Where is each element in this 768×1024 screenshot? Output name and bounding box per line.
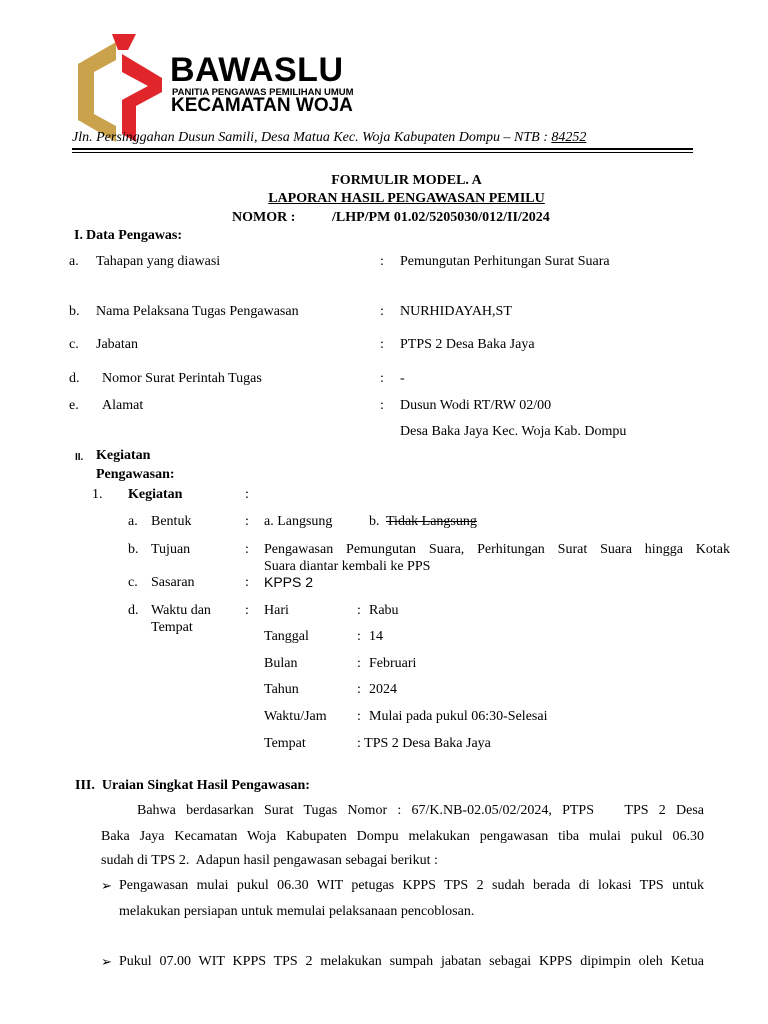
row-value: - (400, 371, 405, 386)
section1-number: I. (74, 228, 83, 243)
detail-colon: : (357, 709, 361, 724)
form-nomor-label: NOMOR : (232, 210, 296, 225)
sasaran-letter: c. (128, 575, 138, 590)
waktu-colon: : (245, 603, 249, 618)
tujuan-value-line2: Suara diantar kembali ke PPS (264, 559, 431, 574)
bentuk-option-tidak-langsung: Tidak Langsung (386, 514, 477, 529)
section1-heading: Data Pengawas: (86, 228, 183, 243)
address-postcode: 84252 (551, 130, 587, 145)
form-title: LAPORAN HASIL PENGAWASAN PEMILU (268, 191, 545, 206)
list-item-text: Pengawasan mulai pukul 06.30 WIT petugas KPPS TPS 2 sudah berada di lokasi TPS untuk (119, 878, 704, 893)
row-label: Nomor Surat Perintah Tugas (102, 371, 262, 386)
paragraph-line: Baka Jaya Kecamatan Woja Kabupaten Dompu melakukan pengawasan tiba mulai pukul 06.30 (101, 829, 704, 844)
row-label: Tahapan yang diawasi (96, 254, 221, 269)
detail-label: Tahun (264, 682, 299, 697)
row-colon: : (380, 254, 384, 269)
sasaran-colon: : (245, 575, 249, 590)
list-item-text-line2: melakukan persiapan untuk memulai pelaksanaan pencoblosan. (119, 904, 475, 919)
paragraph-line: sudah di TPS 2. Adapun hasil pengawasan sebagai berikut : (101, 853, 438, 868)
list-item-text: Pukul 07.00 WIT KPPS TPS 2 melakukan sumpah jabatan sebagai KPPS dipimpin oleh Ketua (119, 954, 704, 969)
tujuan-letter: b. (128, 542, 139, 557)
bawaslu-logo-icon (72, 34, 168, 144)
bentuk-option-tidak-prefix: b. (369, 514, 380, 529)
detail-label: Tempat (264, 736, 306, 751)
row-value: NURHIDAYAH,ST (400, 304, 512, 319)
bentuk-option-langsung: a. Langsung (264, 514, 333, 529)
logo-subtitle: PANITIA PENGAWAS PEMILIHAN UMUM (172, 87, 354, 98)
row-value: Dusun Wodi RT/RW 02/00 (400, 398, 552, 413)
logo-region: KECAMATAN WOJA (171, 95, 353, 116)
row-colon: : (380, 337, 384, 352)
bullet-arrow-icon: ➢ (101, 955, 112, 970)
detail-value: Februari (369, 656, 417, 671)
detail-label: Tanggal (264, 629, 309, 644)
detail-label: Waktu/Jam (264, 709, 327, 724)
row-colon: : (380, 304, 384, 319)
sasaran-label: Sasaran (151, 575, 195, 590)
section2-number: II. (75, 452, 84, 463)
detail-value: Rabu (369, 603, 399, 618)
kegiatan-label: Kegiatan (128, 487, 183, 502)
row-letter: a. (69, 254, 79, 269)
row-letter: e. (69, 398, 79, 413)
address-text: Jln. Persinggahan Dusun Samili, Desa Matua Kec. Woja Kabupaten Dompu – NTB : (72, 130, 552, 145)
row-value: Pemungutan Perhitungan Surat Suara (400, 254, 610, 269)
row-value: PTPS 2 Desa Baka Jaya (400, 337, 535, 352)
row-label: Alamat (102, 398, 144, 413)
header-rule-thick (72, 148, 693, 150)
detail-label: Hari (264, 603, 289, 618)
kegiatan-number: 1. (92, 487, 103, 502)
detail-value: 14 (369, 629, 383, 644)
detail-colon: : (357, 682, 361, 697)
tujuan-label: Tujuan (151, 542, 191, 557)
form-nomor-value: /LHP/PM 01.02/5205030/012/II/2024 (332, 210, 550, 225)
detail-value: Mulai pada pukul 06:30-Selesai (369, 709, 548, 724)
section2-heading-line2: Pengawasan: (96, 467, 175, 482)
row-colon: : (380, 398, 384, 413)
row-label: Jabatan (96, 337, 138, 352)
row-colon: : (380, 371, 384, 386)
row-letter: c. (69, 337, 79, 352)
bentuk-label: Bentuk (151, 514, 192, 529)
paragraph-line: Bahwa berdasarkan Surat Tugas Nomor : 67/K.NB-02.05/02/2024, PTPS TPS 2 Desa (137, 803, 704, 818)
row-letter: d. (69, 371, 80, 386)
detail-colon: : (357, 603, 361, 618)
section3-heading: III. Uraian Singkat Hasil Pengawasan: (75, 778, 310, 793)
bentuk-letter: a. (128, 514, 138, 529)
tujuan-colon: : (245, 542, 249, 557)
tujuan-value-line1: Pengawasan Pemungutan Suara, Perhitungan Surat Suara hingga Kotak (264, 542, 730, 557)
address-line (72, 130, 586, 146)
detail-colon: : (357, 656, 361, 671)
detail-label: Bulan (264, 656, 298, 671)
detail-colon: : (357, 629, 361, 644)
waktu-label-line2: Tempat (151, 620, 193, 635)
header-rule-thin (72, 152, 693, 153)
kegiatan-colon: : (245, 487, 249, 502)
sasaran-value: KPPS 2 (264, 574, 314, 590)
row-value-line2: Desa Baka Jaya Kec. Woja Kab. Dompu (400, 424, 627, 439)
section2-heading-line1: Kegiatan (96, 448, 151, 463)
row-label: Nama Pelaksana Tugas Pengawasan (96, 304, 299, 319)
logo-gold-shape (78, 42, 116, 142)
logo-red-shape (122, 54, 162, 142)
form-model: FORMULIR MODEL. A (331, 173, 482, 188)
waktu-letter: d. (128, 603, 139, 618)
row-letter: b. (69, 304, 80, 319)
bentuk-colon: : (245, 514, 249, 529)
detail-value: 2024 (369, 682, 397, 697)
logo-title: BAWASLU (170, 51, 344, 89)
detail-value: : TPS 2 Desa Baka Jaya (357, 736, 491, 751)
waktu-label-line1: Waktu dan (151, 603, 211, 618)
bullet-arrow-icon: ➢ (101, 879, 112, 894)
